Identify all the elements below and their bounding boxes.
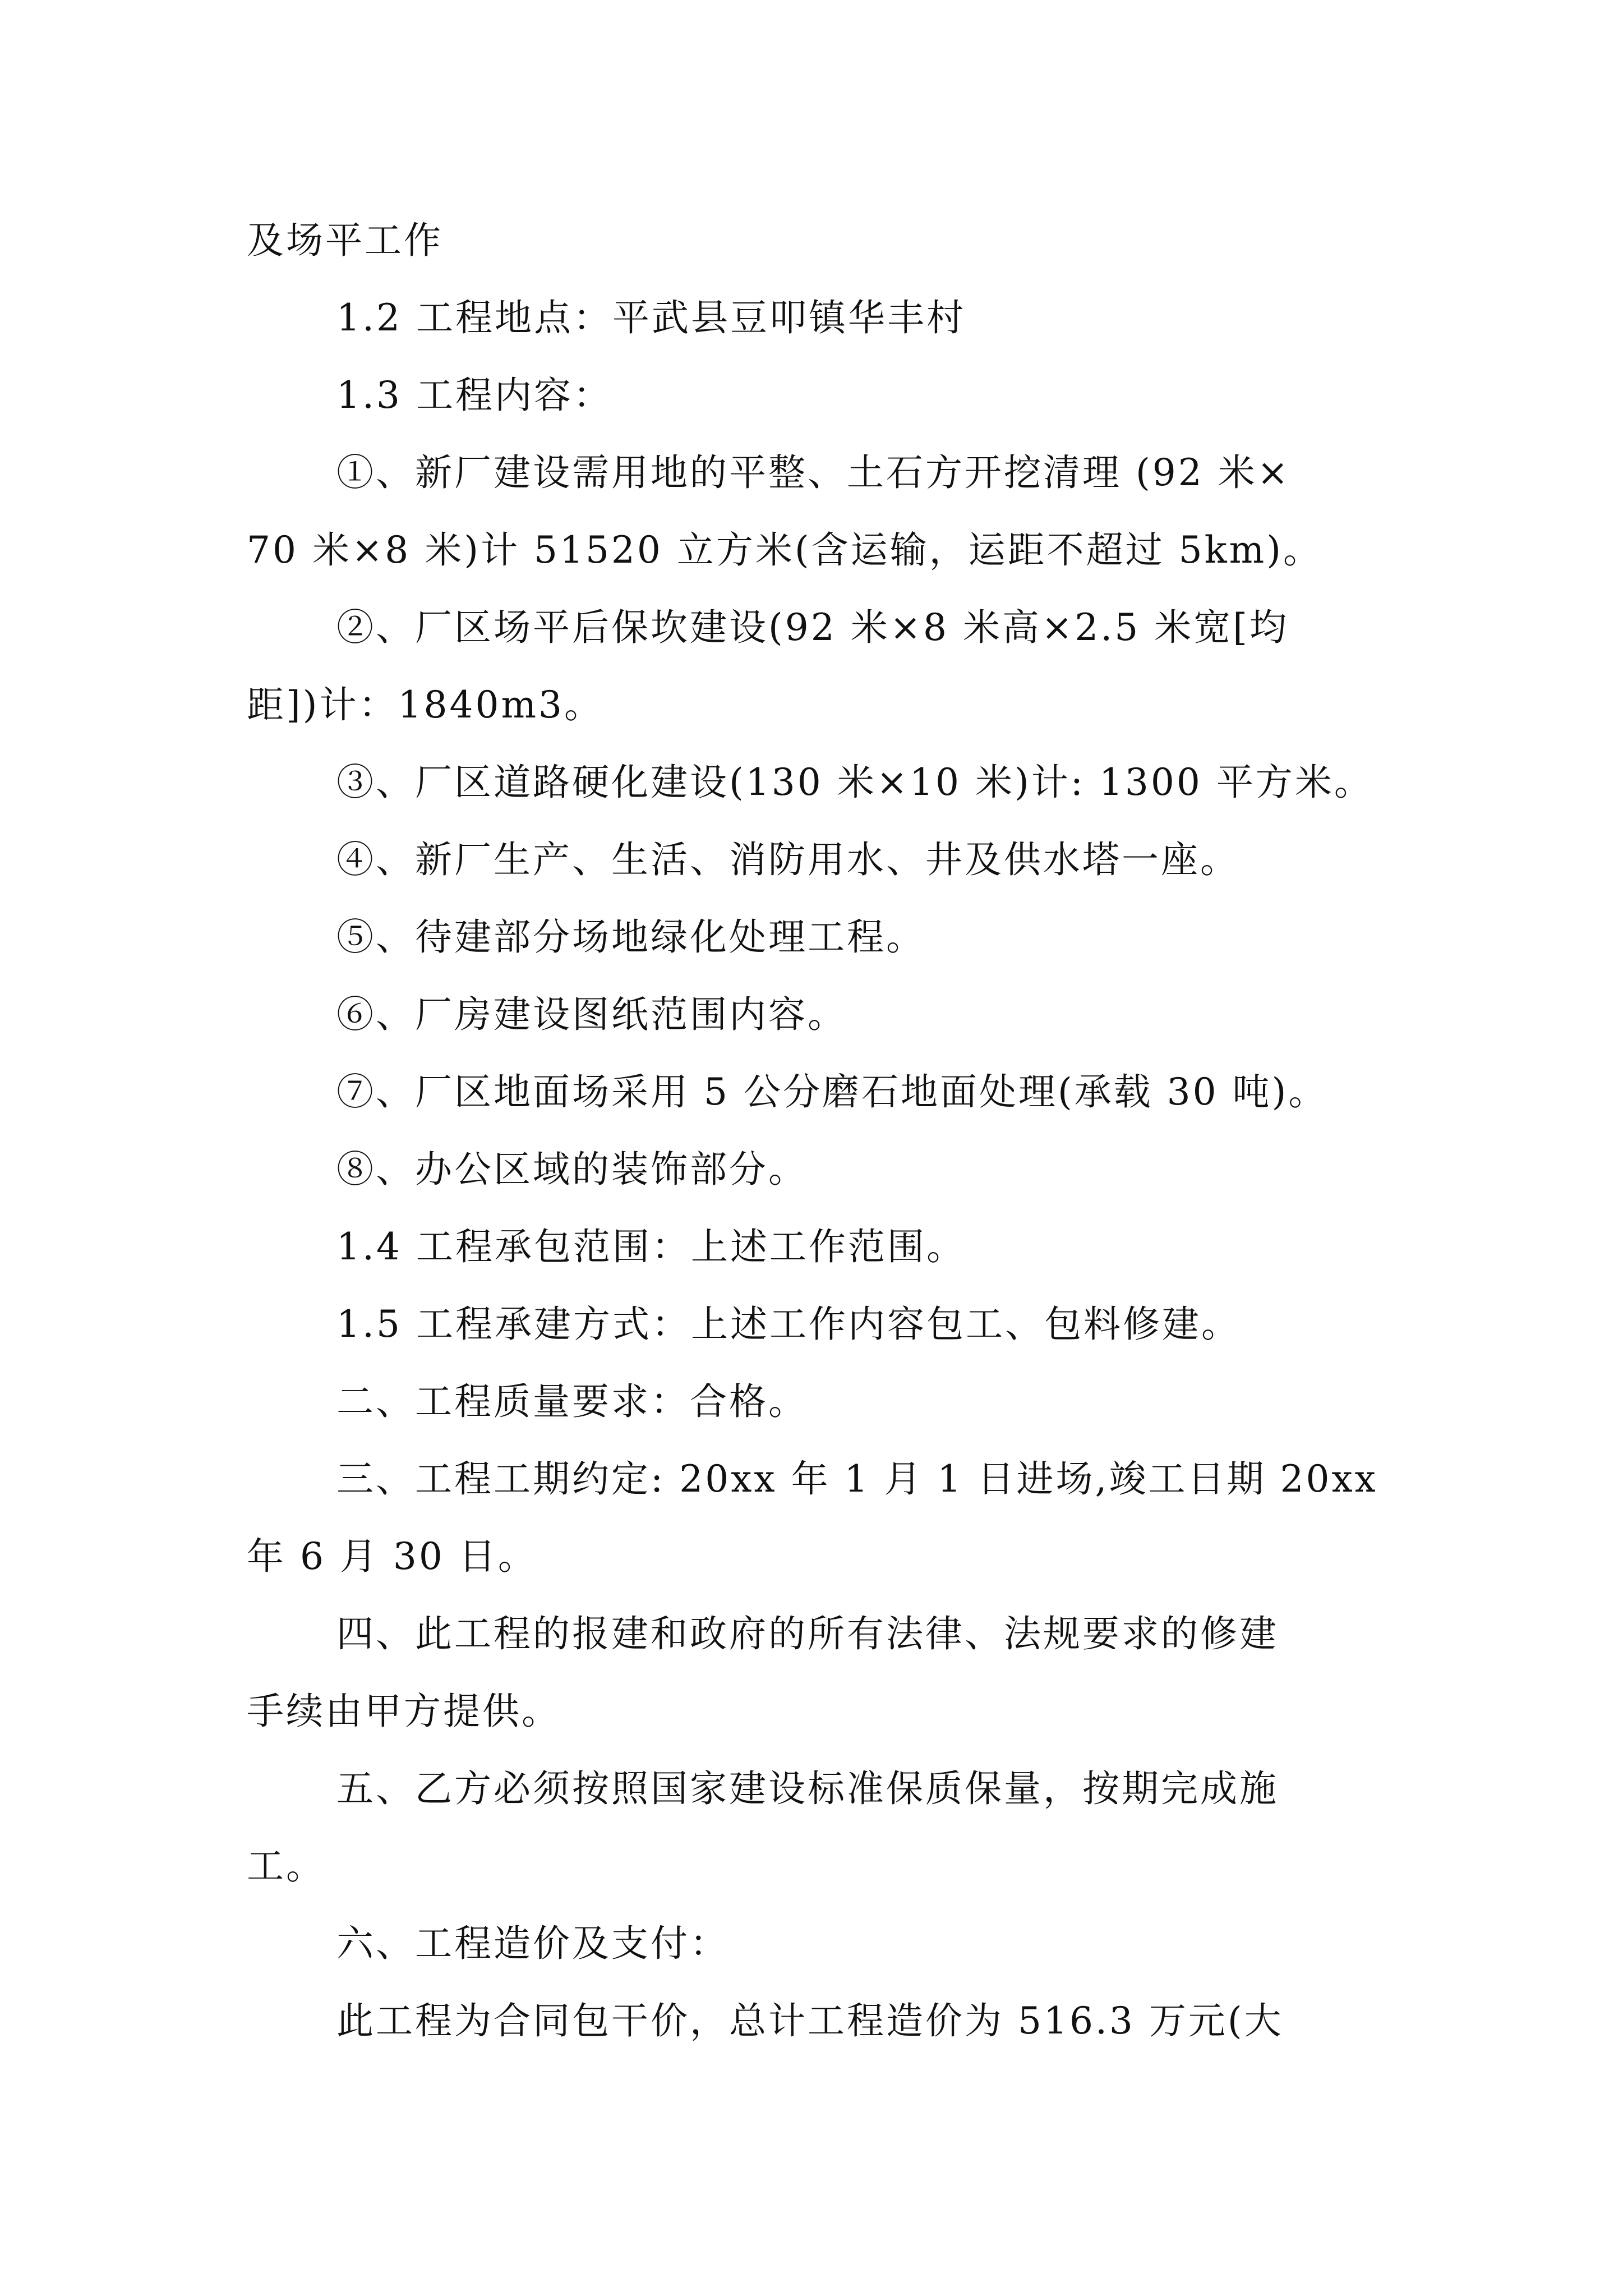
- text-line-item-1: ①、新厂建设需用地的平整、土石方开挖清理 (92 米×: [336, 451, 1290, 494]
- text-line-quality-obligation-cont: 工。: [247, 1844, 325, 1888]
- text-line-cost-heading: 六、工程造价及支付：: [336, 1922, 729, 1965]
- text-line-schedule-cont: 年 6 月 30 日。: [247, 1535, 537, 1578]
- text-line-project-content-heading: 1.3 工程内容：: [336, 374, 612, 417]
- text-line-project-location: 1.2 工程地点：平武县豆叩镇华丰村: [336, 296, 966, 339]
- text-line-item-2-cont: 距])计：1840m3。: [247, 683, 604, 726]
- text-line-schedule: 三、工程工期约定: 20xx 年 1 月 1 日进场,竣工日期 20xx: [336, 1457, 1378, 1501]
- text-line-item-3: ③、厂区道路硬化建设(130 米×10 米)计: 1300 平方米。: [336, 761, 1373, 804]
- text-line-item-8: ⑧、办公区域的装饰部分。: [336, 1148, 808, 1191]
- text-line-construction-method: 1.5 工程承建方式：上述工作内容包工、包料修建。: [336, 1303, 1241, 1346]
- text-line-item-4: ④、新厂生产、生活、消防用水、井及供水塔一座。: [336, 838, 1239, 881]
- text-line-item-7: ⑦、厂区地面场采用 5 公分磨石地面处理(承载 30 吨)。: [336, 1070, 1328, 1114]
- text-line-continuation: 及场平工作: [247, 219, 443, 262]
- text-line-permits-cont: 手续由甲方提供。: [247, 1690, 561, 1733]
- text-line-item-2: ②、厂区场平后保坎建设(92 米×8 米高×2.5 米宽[均: [336, 606, 1289, 649]
- text-line-permits: 四、此工程的报建和政府的所有法律、法规要求的修建: [336, 1612, 1279, 1655]
- text-line-quality-obligation: 五、乙方必须按照国家建设标准保质保量，按期完成施: [336, 1767, 1279, 1810]
- text-line-quality-requirement: 二、工程质量要求：合格。: [336, 1380, 808, 1423]
- text-line-item-6: ⑥、厂房建设图纸范围内容。: [336, 993, 847, 1036]
- text-line-contract-scope: 1.4 工程承包范围：上述工作范围。: [336, 1225, 966, 1268]
- text-line-item-1-cont: 70 米×8 米)计 51520 立方米(含运输，运距不超过 5km)。: [247, 528, 1322, 572]
- text-line-total-cost: 此工程为合同包干价，总计工程造价为 516.3 万元(大: [336, 1999, 1284, 2042]
- text-line-item-5: ⑤、待建部分场地绿化处理工程。: [336, 915, 925, 959]
